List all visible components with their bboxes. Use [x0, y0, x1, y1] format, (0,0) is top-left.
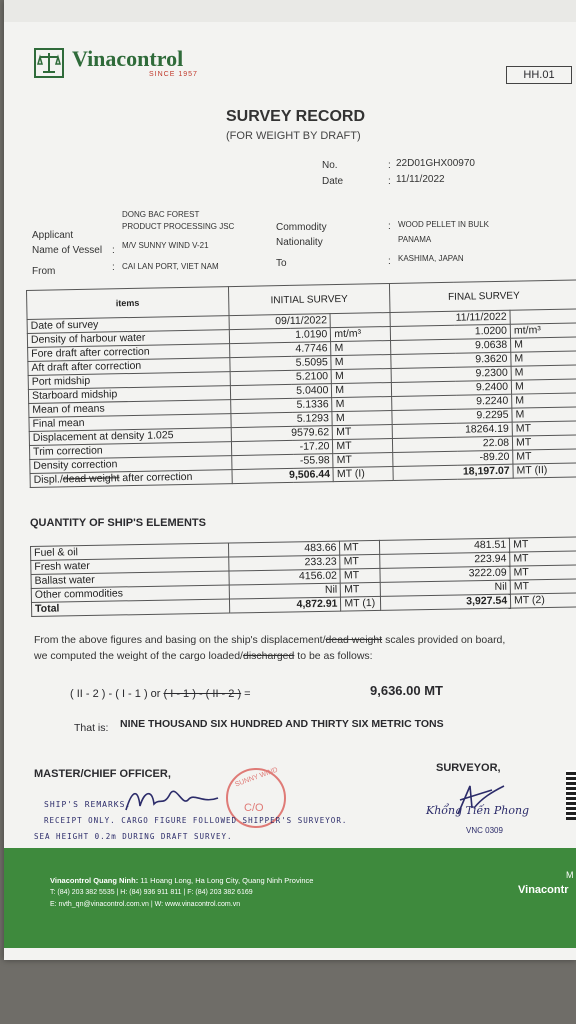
initial-unit: MT	[340, 568, 380, 583]
row-label: Ballast water	[31, 571, 229, 588]
page-subtitle: (FOR WEIGHT BY DRAFT)	[226, 130, 361, 142]
initial-value: 5.2100	[230, 370, 332, 386]
final-unit: MT	[512, 421, 576, 436]
final-unit: MT	[510, 565, 576, 580]
row-label: Density of harbour water	[27, 330, 229, 348]
final-value: 9.2240	[392, 394, 512, 410]
initial-value: 5.1336	[230, 398, 332, 414]
initial-unit: MT	[333, 438, 393, 453]
final-value: 9.2400	[392, 380, 512, 396]
initial-value: -55.98	[231, 454, 333, 470]
initial-value: 9579.62	[231, 426, 333, 442]
initial-displ-value: 9,506.44	[232, 468, 334, 484]
initial-value: 4156.02	[229, 569, 341, 585]
to-label: To	[276, 258, 287, 269]
no-label: No.	[322, 160, 338, 171]
final-value: 18264.19	[392, 422, 512, 438]
final-value: 9.2295	[392, 408, 512, 424]
initial-unit: M	[332, 396, 392, 411]
final-unit: M	[512, 407, 576, 422]
initial-value: Nil	[229, 583, 341, 599]
form-code: HH.01	[506, 66, 572, 84]
final-unit: M	[511, 365, 576, 380]
footer-brand: Vinacontr	[518, 884, 569, 896]
remarks-line3: SEA HEIGHT 0.2m DURING DRAFT SURVEY.	[34, 832, 233, 841]
final-value: 9.3620	[391, 352, 511, 368]
final-unit: MT	[510, 551, 576, 566]
nationality-label: Nationality	[276, 237, 323, 248]
scale-logo-icon	[34, 48, 64, 78]
row-label: Date of survey	[27, 316, 229, 334]
initial-unit: M	[331, 355, 391, 370]
footer-phones: T: (84) 203 382 5535 | H: (84) 936 911 811 | F: (84) 203 382 6169	[50, 889, 253, 896]
master-signature	[122, 780, 222, 820]
col-final-header: FINAL SURVEY	[390, 280, 576, 313]
from-value: CAI LAN PORT, VIET NAM	[122, 262, 219, 271]
initial-unit: M	[331, 369, 391, 384]
footer-band	[4, 848, 576, 948]
applicant-label: Applicant	[32, 230, 74, 241]
ship-stamp: SUNNY WIND C/O	[226, 768, 286, 828]
statement-line1: From the above figures and basing on the ship's displacement/dead weight scales provided on board,	[34, 634, 506, 646]
initial-value: 233.23	[228, 555, 340, 571]
elements-total-row: Total 4,872.91 MT (1) 3,927.54 MT (2)	[31, 593, 576, 617]
nationality-value: PANAMA	[398, 235, 432, 244]
final-value: 481.51	[380, 538, 510, 554]
displacement-after-correction-row: Displ./dead weight after correction 9,506.44 MT (I) 18,197.07 MT (II)	[30, 463, 576, 488]
initial-unit: M	[332, 410, 392, 425]
date-value: 11/11/2022	[396, 174, 445, 185]
initial-value: 4.7746	[229, 342, 331, 358]
initial-value: 483.66	[228, 541, 340, 557]
initial-value: 5.0400	[230, 384, 332, 400]
survey-table	[26, 279, 576, 488]
initial-unit: M	[331, 341, 391, 356]
elements-table	[30, 536, 576, 617]
final-unit: MT	[510, 537, 576, 552]
surveyor-code: VNC 0309	[466, 826, 503, 835]
initial-unit: MT	[341, 582, 381, 597]
applicant-line1: DONG BAC FOREST	[122, 210, 200, 219]
final-value: 3222.09	[380, 566, 510, 582]
to-value: KASHIMA, JAPAN	[398, 254, 464, 263]
col-items-header: items	[27, 287, 229, 320]
footer-contact: E: nvth_qn@vinacontrol.com.vn | W: www.vinacontrol.com.vn	[50, 901, 241, 908]
brand-since: SINCE 1957	[149, 71, 198, 78]
page-title: SURVEY RECORD	[226, 108, 365, 125]
date-label: Date	[322, 176, 344, 187]
footer-corner: M	[566, 870, 574, 880]
final-unit: M	[511, 351, 576, 366]
row-label: Final mean	[29, 414, 231, 432]
final-unit: MT	[512, 435, 576, 450]
surveyor-label: SURVEYOR,	[436, 762, 501, 774]
final-unit: mt/m³	[510, 323, 576, 338]
row-label: Fore draft after correction	[28, 344, 230, 362]
footer-address: Vinacontrol Quang Ninh: 11 Hoang Long, Ha Long City, Quang Ninh Province	[50, 876, 314, 885]
final-value: 1.0200	[391, 324, 511, 340]
final-value: 9.0638	[391, 338, 511, 354]
final-value: 22.08	[393, 436, 513, 452]
row-label: Starboard midship	[28, 386, 230, 404]
row-label: Port midship	[28, 372, 230, 390]
brand-name: Vinacontrol	[72, 46, 184, 71]
vessel-value: M/V SUNNY WIND V-21	[122, 241, 209, 250]
row-label: Fresh water	[31, 557, 229, 574]
words-value: NINE THOUSAND SIX HUNDRED AND THIRTY SIX METRIC TONS	[120, 718, 444, 730]
row-label: Displacement at density 1.025	[29, 428, 231, 446]
statement-line2: we computed the weight of the cargo loaded/discharged to be as follows:	[34, 650, 373, 662]
survey-record-document: Vinacontrol SINCE 1957 HH.01 SURVEY RECORD (FOR WEIGHT BY DRAFT) No. : 22D01GHX00970 Date : 11/11/2022 DONG BAC FOREST PRODUCT PROCESSING JSC Applicant Name of Vessel : M/V SUNNY WIND V-21 From : CAI LAN PORT, VIET NAM Commodity : WOOD PELLET IN BULK Nationality PANAMA To : KASHIMA, JAPAN items INITIAL SURVEY FINAL SURVEY Date of survey 09/11/2022 11/11/2022 Density of harbour water 1.0190 mt/m³ 1.0200 mt/m³ Fore draft after correction 4.7746 M 9.0638 M Aft draft after correction 5.5095 M 9.3620 M Port midship 5.2100 M 9.2300 M Starboard midship 5.0400 M 9.2400 M Mean of means 5.1336 M 9.2240 M Final mean 5.1293 M 9.2295 M Displacement at density 1.025 9579.62 MT 18264.19 MT Trim correction -17.20 MT 22.08 MT Density correction -55.98 MT -89.20 MT Displ./dead weight after correction 9,506.44 MT (I) 18,197.07 MT (II) QUANTITY OF SHIP'S ELEMENTS Fuel & oil 483.66 MT 481.51 MT Fresh water 233.23 MT 223.94 MT Ballast water 4156.02 MT 3222.09 MT Other commodities Nil MT Nil MT Total 4,872.91 MT (1) 3,927.54 MT (2) From the above figures and basing on the ship's displacement/dead weight scales provided on board, we computed the weight of the cargo loaded/discharged to be as follows: ( II - 2 ) - ( I - 1 ) or ( I - 1 ) - ( II - 2 ) = 9,636.00 MT That is: NINE THOUSAND SIX HUNDRED AND THIRTY SIX METRIC TONS MASTER/CHIEF OFFICER, SURVEYOR, SUNNY WIND C/O Khổng Tiến Phong VNC 0309 SHIP'S REMARKS. RECEIPT ONLY. CARGO FIGURE FOLLOWED SHIPPER'S SURVEYOR. SEA HEIGHT 0.2m DURING DRAFT SURVEY. Vinacontrol Quang Ninh: 11 Hoang Long, Ha Long City, Quang Ninh Province T: (84) 203 382 5535 | H: (84) 936 911 811 | F: (84) 203 382 6169 E: nvth_qn@vinacontrol.com.vn | W: www.vinacontrol.com.vn Vinacontr M	[4, 0, 576, 960]
row-label: Fuel & oil	[31, 543, 229, 560]
final-value: 11/11/2022	[390, 310, 510, 326]
commodity-label: Commodity	[276, 222, 327, 233]
master-label: MASTER/CHIEF OFFICER,	[34, 768, 171, 780]
final-value: Nil	[381, 580, 511, 596]
row-label: Density correction	[30, 456, 232, 474]
initial-unit: MT	[333, 452, 393, 467]
initial-unit	[330, 313, 390, 328]
elements-heading: QUANTITY OF SHIP'S ELEMENTS	[30, 517, 206, 529]
initial-value: 5.1293	[230, 412, 332, 428]
initial-unit: MT	[340, 540, 380, 555]
initial-unit: mt/m³	[331, 327, 391, 342]
top-strip	[4, 0, 576, 22]
row-label: Trim correction	[29, 442, 231, 460]
row-label: Aft draft after correction	[28, 358, 230, 376]
commodity-value: WOOD PELLET IN BULK	[398, 220, 489, 229]
initial-unit: M	[332, 382, 392, 397]
final-value: 223.94	[380, 552, 510, 568]
final-displ-value: 18,197.07	[393, 464, 513, 480]
final-unit: M	[512, 393, 576, 408]
row-label: Mean of means	[29, 400, 231, 418]
final-unit: MT	[510, 579, 576, 594]
remarks-line1: SHIP'S REMARKS.	[44, 800, 132, 809]
remarks-line2: RECEIPT ONLY. CARGO FIGURE FOLLOWED SHIPPER'S SURVEYOR.	[44, 816, 348, 825]
from-label: From	[32, 266, 56, 277]
initial-unit: MT	[340, 554, 380, 569]
final-unit: M	[511, 337, 576, 352]
col-initial-header: INITIAL SURVEY	[228, 284, 390, 316]
vessel-label: Name of Vessel	[32, 245, 103, 256]
final-value: -89.20	[393, 450, 513, 466]
final-unit: M	[511, 379, 576, 394]
row-label: Other commodities	[31, 585, 229, 602]
surveyor-name: Khổng Tiến Phong	[426, 804, 530, 817]
qr-code-icon	[566, 770, 576, 820]
applicant-line2: PRODUCT PROCESSING JSC	[122, 222, 235, 231]
final-value: 9.2300	[391, 366, 511, 382]
final-unit	[510, 309, 576, 324]
initial-value: 09/11/2022	[229, 314, 331, 330]
initial-value: 1.0190	[229, 328, 331, 344]
no-value: 22D01GHX00970	[396, 158, 475, 169]
initial-unit: MT	[333, 424, 393, 439]
initial-value: 5.5095	[229, 356, 331, 372]
final-unit: MT	[513, 449, 576, 464]
words-label: That is:	[74, 722, 109, 734]
formula: ( II - 2 ) - ( I - 1 ) or ( I - 1 ) - ( II - 2 ) =	[70, 688, 251, 700]
initial-value: -17.20	[231, 440, 333, 456]
cargo-weight-result: 9,636.00 MT	[370, 683, 443, 698]
